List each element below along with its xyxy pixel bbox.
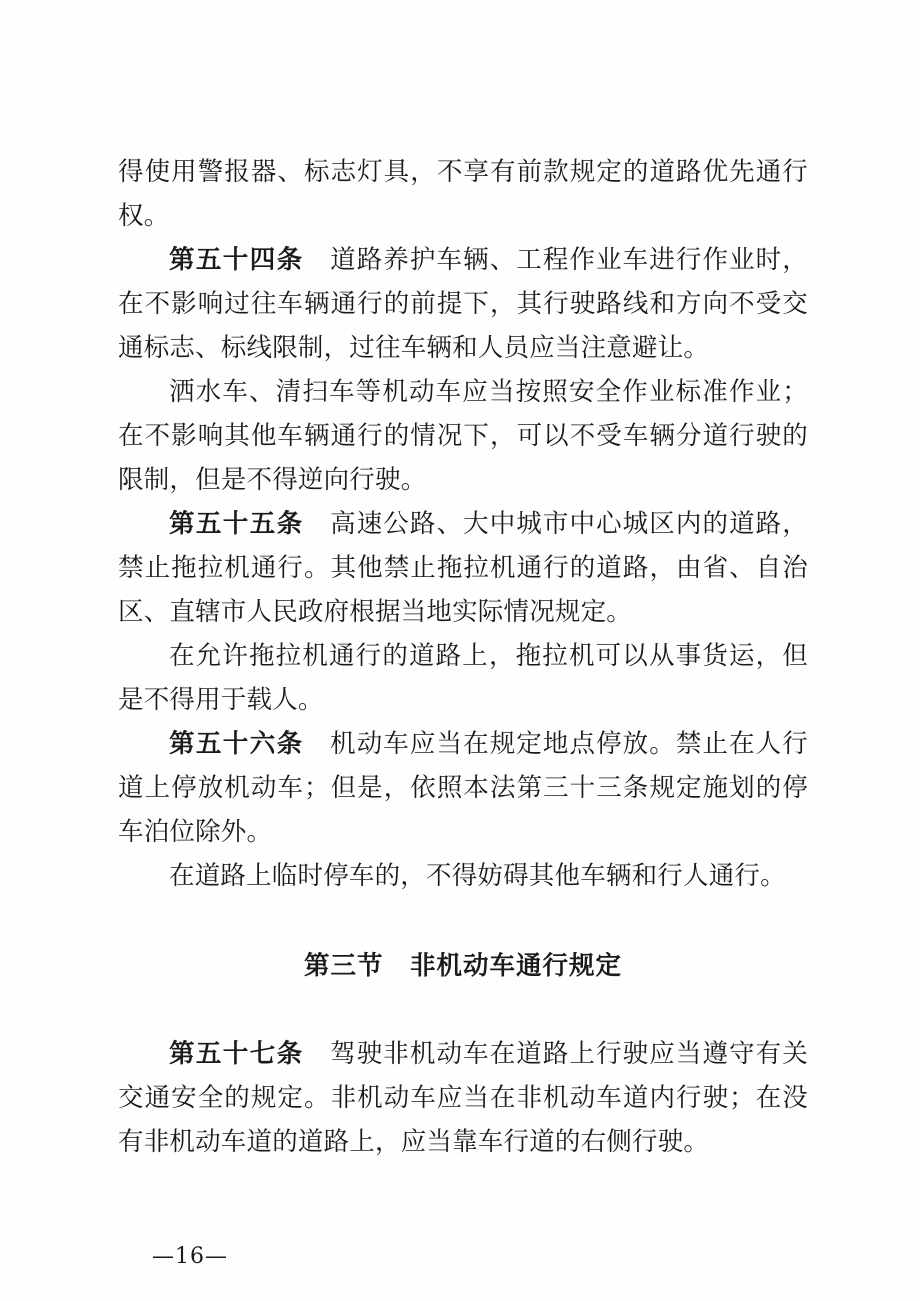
article-number-55: 第五十五条 [169, 509, 304, 539]
paragraph-text: 机动车应当在规定地点停放。禁止在人行道上停放机动车；但是，依照本法第三十三条规定施划的停车泊位除外。 [118, 729, 808, 847]
page-content [118, 150, 808, 1164]
paragraph-text: 驾驶非机动车在道路上行驶应当遵守有关交通安全的规定。非机动车应当在非机动车道内行驶；在没有非机动车道的道路上，应当靠车行道的右侧行驶。 [118, 1039, 808, 1157]
paragraph-text: 在允许拖拉机通行的道路上，拖拉机可以从事货运，但是不得用于载人。 [118, 641, 808, 715]
paragraph-text: 洒水车、清扫车等机动车应当按照安全作业标准作业；在不影响其他车辆通行的情况下，可以不受车辆分道行驶的限制，但是不得逆向行驶。 [118, 377, 808, 495]
paragraph-article-54-second [118, 370, 808, 502]
article-number-57: 第五十七条 [169, 1039, 304, 1069]
page-footer [0, 1244, 920, 1269]
paragraph-text: 在道路上临时停车的，不得妨碍其他车辆和行人通行。 [169, 861, 786, 891]
paragraph-text: 得使用警报器、标志灯具，不享有前款规定的道路优先通行权。 [118, 157, 808, 231]
page-number: —16— [152, 1244, 228, 1269]
paragraph-article-54 [118, 238, 808, 370]
paragraph-article-56-second [118, 854, 808, 898]
paragraph-article-55 [118, 502, 808, 634]
section-heading: 第三节 非机动车通行规定 [303, 951, 622, 981]
article-number-54: 第五十四条 [169, 245, 304, 275]
section-spacer-top [118, 898, 808, 944]
paragraph-article-57 [118, 1032, 808, 1164]
article-number-56: 第五十六条 [169, 729, 304, 759]
paragraph-text: 道路养护车辆、工程作业车进行作业时，在不影响过往车辆通行的前提下，其行驶路线和方向不受交通标志、标线限制，过往车辆和人员应当注意避让。 [118, 245, 808, 363]
paragraph-text: 高速公路、大中城市中心城区内的道路，禁止拖拉机通行。其他禁止拖拉机通行的道路，由省、自治区、直辖市人民政府根据当地实际情况规定。 [118, 509, 808, 627]
paragraph-article-56 [118, 722, 808, 854]
section-spacer-bottom [118, 988, 808, 1032]
paragraph-article-55-second [118, 634, 808, 722]
paragraph-continued [118, 150, 808, 238]
